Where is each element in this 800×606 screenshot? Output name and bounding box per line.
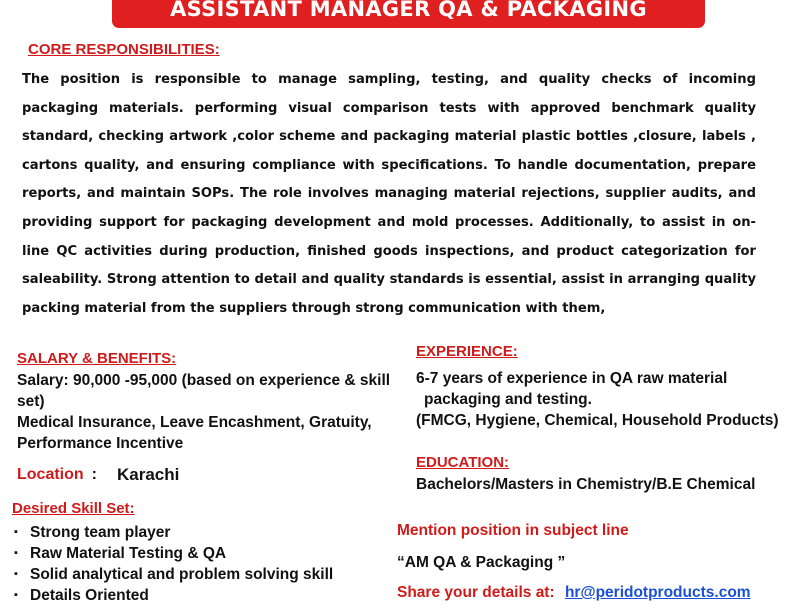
job-title-banner: [112, 0, 705, 28]
subject-line-text: “AM QA & Packaging ”: [397, 554, 566, 571]
experience-line-3: (FMCG, Hygiene, Chemical, Household Products): [416, 412, 779, 429]
bullet-icon: ▪: [14, 568, 18, 580]
skill-text: Solid analytical and problem solving skill: [30, 566, 334, 583]
location-row: [17, 464, 179, 485]
skill-text: Details Oriented: [30, 587, 149, 604]
salary-benefits-heading: SALARY & BENEFITS:: [17, 350, 177, 367]
core-responsibilities-heading: CORE RESPONSIBILITIES:: [28, 41, 220, 58]
list-item: [14, 564, 333, 585]
location-colon: :: [91, 466, 97, 483]
bullet-icon: ▪: [14, 589, 18, 601]
experience-line-1: 6-7 years of experience in QA raw material: [416, 370, 728, 387]
salary-benefits-block: [17, 370, 407, 454]
job-title: ASSISTANT MANAGER QA & PACKAGING: [170, 0, 647, 21]
desired-skill-set-heading: Desired Skill Set:: [12, 500, 135, 517]
list-item: [14, 522, 333, 543]
list-item: [14, 543, 333, 564]
skill-text: Raw Material Testing & QA: [30, 545, 227, 562]
education-text: Bachelors/Masters in Chemistry/B.E Chemical: [416, 476, 756, 493]
mention-position-note: Mention position in subject line: [397, 522, 629, 539]
list-item: [14, 585, 333, 606]
core-responsibilities-text: The position is responsible to manage sampling, testing, and quality checks of incoming packaging materials. performing visual comparison tests with approved benchmark quality standard, checking artwork ,color scheme and packaging material plastic bottles ,closure, labels , cartons quality, and ensuring compliance with specifications. To handle documentation, prepare reports, and maintain SOPs. The role involves managing material rejections, supplier audits, and providing support for packaging development and mold processes. Additionally, to assist in on-line QC activities during production, finished goods inspections, and product categorization for saleability. Strong attention to detail and quality standards is essential, assist in arranging quality packing material from the suppliers through strong communication with them,: [22, 72, 756, 316]
education-heading: EDUCATION:: [416, 454, 510, 471]
salary-line: Salary: 90,000 -95,000 (based on experience & skill set): [17, 372, 391, 410]
benefits-line: Medical Insurance, Leave Encashment, Gratuity, Performance Incentive: [17, 414, 372, 452]
share-details-line: [397, 584, 751, 602]
experience-heading: EXPERIENCE:: [416, 343, 518, 360]
bullet-icon: ▪: [14, 547, 18, 559]
share-details-label: Share your details at:: [397, 584, 555, 601]
skill-list: [14, 522, 333, 606]
experience-line-2: packaging and testing.: [424, 391, 592, 408]
location-label: Location: [17, 466, 84, 483]
experience-block: [416, 368, 796, 431]
email-link[interactable]: hr@peridotproducts.com: [564, 584, 751, 601]
location-value: Karachi: [117, 465, 180, 484]
skill-text: Strong team player: [30, 524, 171, 541]
bullet-icon: ▪: [14, 526, 18, 538]
